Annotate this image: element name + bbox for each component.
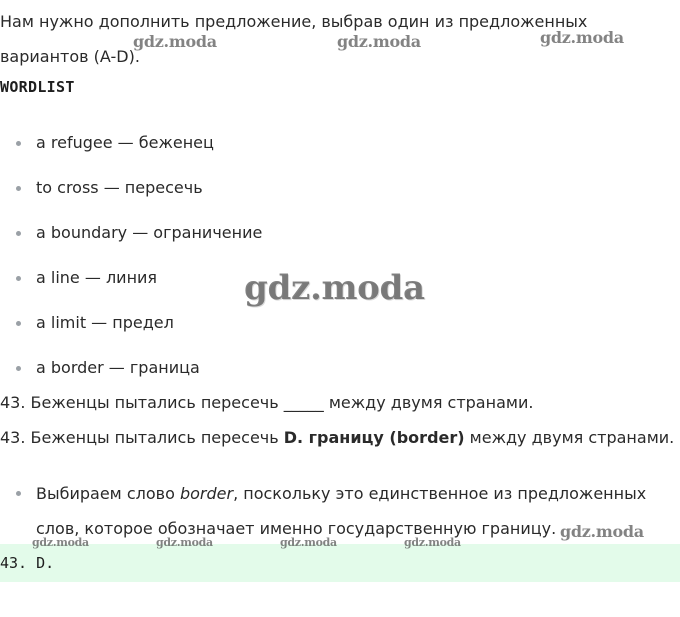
bullet-icon: [16, 231, 21, 236]
bullet-icon: [16, 491, 21, 496]
wordlist-item: [0, 215, 262, 260]
question-sentence: 43. Беженцы пытались пересечь _____ между двумя странами.: [0, 393, 534, 412]
bullet-icon: [16, 186, 21, 191]
wordlist-item-text: a border — граница: [36, 358, 200, 377]
watermark: gdz.moda: [32, 536, 89, 549]
wordlist-item-text: a boundary — ограничение: [36, 223, 263, 242]
bullet-icon: [16, 321, 21, 326]
wordlist-item-text: a limit — предел: [36, 313, 174, 332]
wordlist-item-text: a refugee — беженец: [36, 133, 214, 152]
wordlist-item: [0, 305, 262, 350]
bullet-icon: [16, 276, 21, 281]
wordlist-item: [0, 170, 262, 215]
watermark: gdz.moda: [540, 28, 624, 47]
bullet-icon: [16, 366, 21, 371]
wordlist-item-text: a line — линия: [36, 268, 158, 287]
final-answer: 43. D.: [0, 554, 55, 572]
wordlist-item: [0, 260, 262, 305]
intro-line-1: Нам нужно дополнить предложение, выбрав один из предложенных: [0, 12, 588, 31]
wordlist: [0, 125, 262, 395]
watermark: gdz.moda: [404, 536, 461, 549]
intro-line-2: вариантов (A-D).: [0, 47, 140, 66]
wordlist-item-text: to cross — пересечь: [36, 178, 203, 197]
wordlist-item: [0, 125, 262, 170]
answer-sentence-before: 43. Беженцы пытались пересечь: [0, 428, 284, 447]
explanation-keyword: border: [179, 484, 234, 503]
explanation-before: Выбираем слово: [36, 484, 180, 503]
answer-sentence-after: между двумя странами.: [464, 428, 675, 447]
explanation-after: , поскольку это единственное из предложенных слов, которое обозначает именно государственную границу.: [36, 484, 647, 538]
final-answer-box: [0, 544, 680, 582]
wordlist-heading: WORDLIST: [0, 78, 75, 96]
answer-sentence: [0, 428, 674, 447]
watermark: gdz.moda: [244, 268, 425, 308]
wordlist-item: [0, 350, 262, 395]
watermark: gdz.moda: [337, 32, 421, 51]
answer-highlight: D. границу (border): [283, 428, 465, 447]
watermark: gdz.moda: [280, 536, 337, 549]
watermark: gdz.moda: [133, 32, 217, 51]
bullet-icon: [16, 141, 21, 146]
watermark: gdz.moda: [560, 522, 644, 541]
watermark: gdz.moda: [156, 536, 213, 549]
